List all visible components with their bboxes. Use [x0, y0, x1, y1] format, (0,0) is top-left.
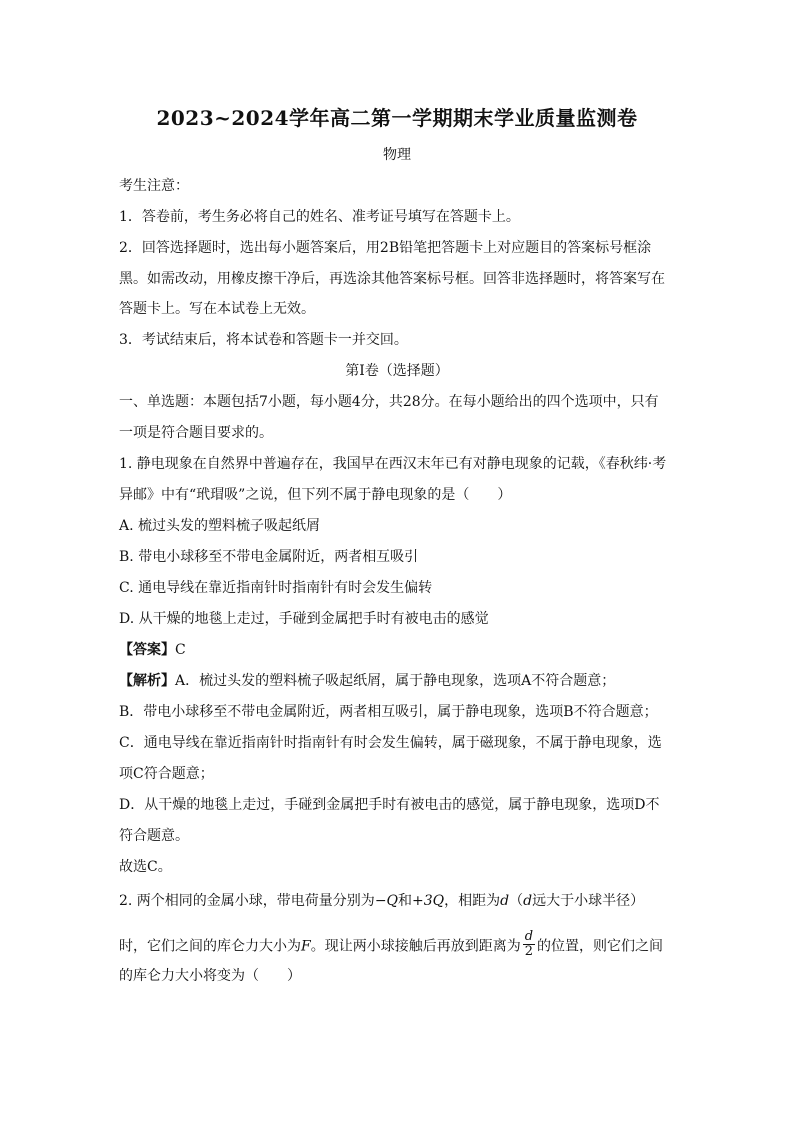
q2-text-8: 的位置，则它们之间 [537, 938, 664, 955]
q2-charge-2: +3Q [412, 893, 445, 909]
q2-text-1: 2. 两个相同的金属小球，带电荷量分别为 [119, 893, 375, 909]
exam-title: 2023~2024学年高二第一学期期末学业质量监测卷 [156, 106, 638, 130]
q1-option-a: A. 梳过头发的塑料梳子吸起纸屑 [119, 518, 321, 534]
q1-analysis-c-line-2: 项C符合题意； [119, 766, 214, 782]
q2-text-2: 和 [398, 893, 413, 909]
q1-option-c: C. 通电导线在靠近指南针时指南针有时会发生偏转 [119, 580, 433, 596]
q1-analysis-c-line-1: C．通电导线在靠近指南针时指南针有时会发生偏转，属于磁现象，不属于静电现象，选 [119, 735, 662, 751]
q1-analysis-b: B．带电小球移至不带电金属附近，两者相互吸引，属于静电现象，选项B不符合题意； [119, 704, 658, 720]
q1-stem-line-2: 异邮》中有“玳瑁吸”之说，但下列不属于静电现象的是（ ） [119, 487, 512, 503]
subject-label: 物理 [383, 147, 411, 163]
q2-distance: d [500, 893, 510, 909]
q2-distance-2: d [523, 893, 533, 909]
q1-conclusion: 故选C。 [119, 859, 172, 875]
notice-item-2-line-2: 黑。如需改动，用橡皮擦干净后，再选涂其他答案标号框。回答非选择题时，将答案写在 [119, 271, 665, 287]
q2-stem-line-3: 的库仑力大小将变为（ ） [119, 968, 301, 984]
q1-analysis-a [119, 671, 679, 691]
notice-heading: 考生注意： [119, 178, 189, 194]
q2-fraction [523, 930, 535, 959]
q1-answer [119, 640, 679, 660]
answer-value: C [175, 642, 186, 658]
q2-stem-line-2 [119, 929, 679, 961]
analysis-a-text: A．梳过头发的塑料梳子吸起纸屑，属于静电现象，选项A不符合题意； [175, 673, 616, 689]
answer-label: 【答案】 [119, 642, 175, 658]
q1-stem-line-1: 1. 静电现象在自然界中普遍存在，我国早在西汉末年已有对静电现象的记载，《春秋纬·考 [119, 456, 667, 472]
analysis-label: 【解析】 [119, 673, 175, 689]
q1-analysis-d-line-1: D．从干燥的地毯上走过，手碰到金属把手时有被电击的感觉，属于静电现象，选项D不 [119, 797, 660, 813]
notice-item-2-line-1: 2．回答选择题时，选出每小题答案后，用2B铅笔把答题卡上对应题目的答案标号框涂 [119, 240, 652, 256]
q2-text-3: ，相距为 [444, 893, 501, 909]
section-title: 第I卷（选择题） [345, 363, 449, 379]
q1-option-b: B. 带电小球移至不带电金属附近，两者相互吸引 [119, 549, 419, 565]
q2-stem-line-1 [119, 891, 679, 911]
q2-charge-1: −Q [374, 893, 399, 909]
q1-analysis-d-line-2: 符合题意。 [119, 828, 189, 844]
q2-text-6: 时，它们之间的库仑力大小为 [119, 938, 301, 955]
section-intro-line-2: 一项是符合题目要求的。 [119, 425, 273, 441]
q2-text-5: 远大于小球半径） [532, 893, 645, 909]
fraction-numerator: d [524, 929, 534, 944]
fraction-denominator: 2 [524, 944, 534, 959]
section-intro-line-1: 一、单选题：本题包括7小题，每小题4分，共28分。在每小题给出的四个选项中，只有 [119, 394, 659, 410]
q2-text-7: 。现让两小球接触后再放到距离为 [310, 938, 521, 955]
q2-text-4: （ [509, 893, 524, 909]
q1-option-d: D. 从干燥的地毯上走过，手碰到金属把手时有被电击的感觉 [119, 611, 489, 627]
notice-item-3: 3．考试结束后，将本试卷和答题卡一并交回。 [119, 332, 408, 348]
q2-force: F [301, 938, 311, 955]
notice-item-2-line-3: 答题卡上。写在本试卷上无效。 [119, 301, 315, 317]
notice-item-1: 1．答卷前，考生务必将自己的姓名、准考证号填写在答题卡上。 [119, 209, 520, 225]
